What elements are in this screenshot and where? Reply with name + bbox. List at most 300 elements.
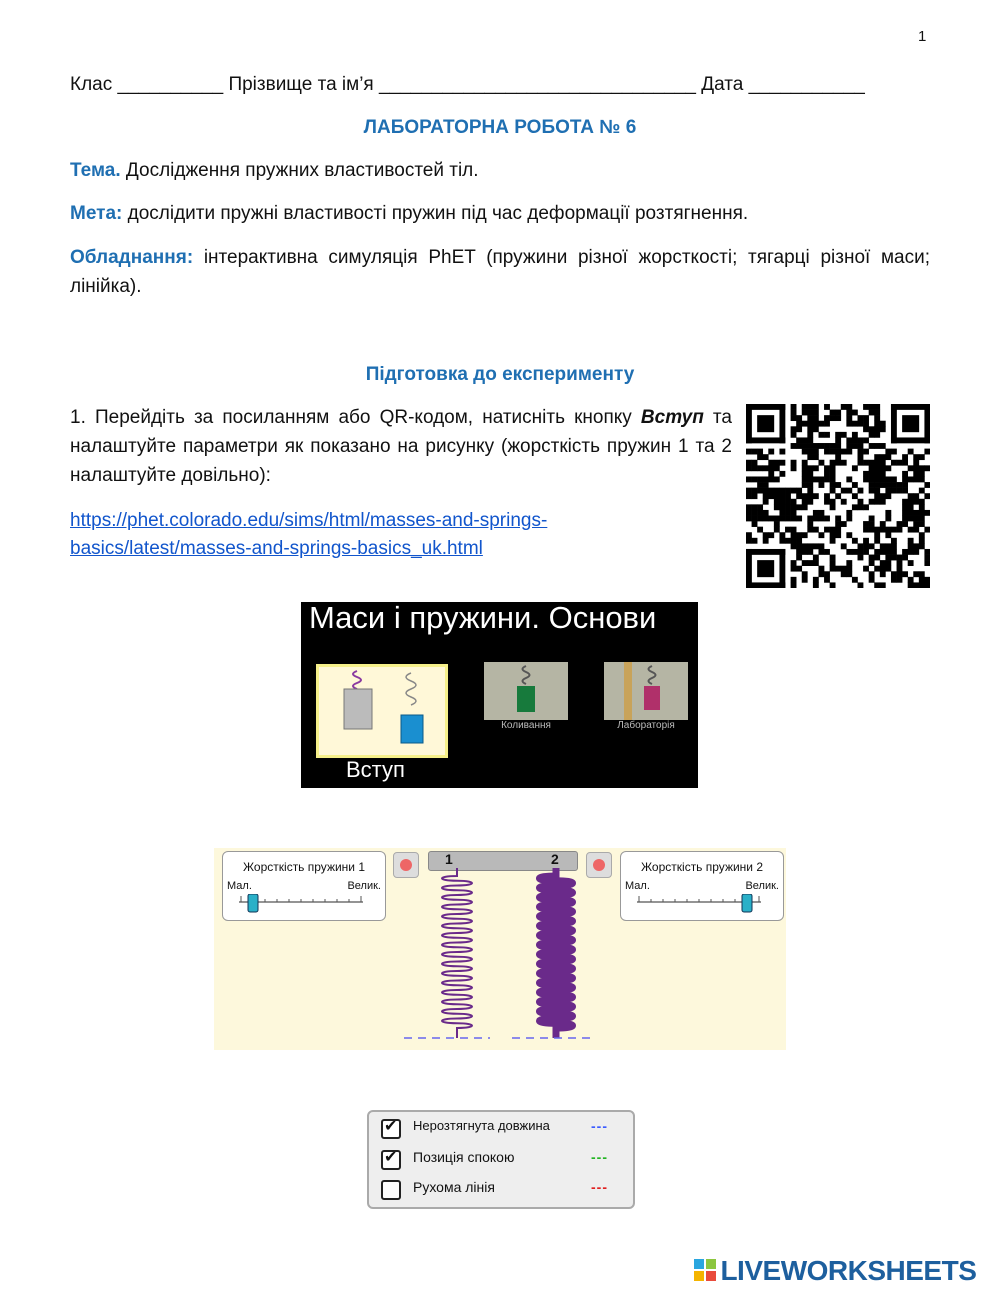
qr-module bbox=[768, 493, 774, 499]
qr-module bbox=[835, 521, 841, 527]
qr-module bbox=[891, 549, 897, 555]
qr-module bbox=[874, 454, 880, 460]
qr-module bbox=[924, 527, 930, 533]
qr-module bbox=[807, 527, 813, 533]
qr-module bbox=[841, 404, 847, 410]
qr-module bbox=[913, 582, 919, 588]
qr-module bbox=[858, 504, 864, 510]
qr-module bbox=[813, 443, 819, 449]
qr-module bbox=[908, 582, 914, 588]
qr-module bbox=[891, 460, 897, 466]
qr-module bbox=[802, 532, 808, 538]
qr-module bbox=[897, 566, 903, 572]
qr-module bbox=[779, 510, 785, 516]
qr-module bbox=[858, 582, 864, 588]
spring-1-slider[interactable] bbox=[237, 894, 367, 916]
qr-module bbox=[785, 493, 791, 499]
qr-module bbox=[869, 410, 875, 416]
qr-module bbox=[880, 460, 886, 466]
qr-module bbox=[880, 426, 886, 432]
qr-module bbox=[880, 549, 886, 555]
qr-module bbox=[752, 476, 758, 482]
qr-module bbox=[791, 499, 797, 505]
qr-module bbox=[818, 510, 824, 516]
qr-module bbox=[869, 460, 875, 466]
qr-module bbox=[779, 488, 785, 494]
qr-module bbox=[802, 471, 808, 477]
spring-2-slider[interactable] bbox=[635, 894, 765, 916]
qr-module bbox=[869, 471, 875, 477]
movable-line-checkbox[interactable] bbox=[381, 1180, 401, 1200]
qr-module bbox=[752, 510, 758, 516]
qr-module bbox=[774, 493, 780, 499]
qr-module bbox=[802, 543, 808, 549]
qr-module bbox=[791, 432, 797, 438]
qr-module bbox=[791, 543, 797, 549]
qr-module bbox=[791, 510, 797, 516]
qr-module bbox=[858, 460, 864, 466]
display-options-panel bbox=[367, 1110, 635, 1209]
qr-module bbox=[802, 476, 808, 482]
qr-module bbox=[807, 471, 813, 477]
qr-module bbox=[863, 476, 869, 482]
page-number: 1 bbox=[918, 28, 927, 45]
qr-module bbox=[869, 577, 875, 583]
spring-1-slider-thumb[interactable] bbox=[248, 894, 258, 912]
qr-module bbox=[908, 538, 914, 544]
qr-module bbox=[885, 476, 891, 482]
qr-module bbox=[757, 527, 763, 533]
qr-module bbox=[791, 560, 797, 566]
qr-module bbox=[924, 482, 930, 488]
qr-module bbox=[913, 493, 919, 499]
page-title: ЛАБОРАТОРНА РОБОТА № 6 bbox=[363, 117, 637, 138]
qr-module bbox=[908, 449, 914, 455]
qr-module bbox=[885, 482, 891, 488]
qr-module bbox=[863, 538, 869, 544]
sim-link-line-1[interactable]: https://phet.colorado.edu/sims/html/masses-and-springs- bbox=[70, 510, 548, 531]
qr-module bbox=[802, 504, 808, 510]
qr-module bbox=[846, 437, 852, 443]
step-1-after: та налаштуйте параметри як показано на рисунку (жорсткість пружин 1 та 2 налаштуйте довільно): bbox=[70, 407, 732, 486]
qr-module bbox=[880, 476, 886, 482]
qr-module bbox=[908, 476, 914, 482]
qr-module bbox=[908, 516, 914, 522]
qr-module bbox=[802, 577, 808, 583]
spring-2[interactable] bbox=[540, 868, 573, 1038]
qr-module bbox=[835, 482, 841, 488]
qr-module bbox=[791, 527, 797, 533]
lab-screen-button[interactable] bbox=[604, 662, 688, 720]
qr-module bbox=[891, 482, 897, 488]
spring-1[interactable] bbox=[442, 868, 472, 1038]
qr-module bbox=[919, 476, 925, 482]
qr-module bbox=[807, 465, 813, 471]
qr-module bbox=[796, 532, 802, 538]
qr-module bbox=[924, 465, 930, 471]
qr-module bbox=[841, 460, 847, 466]
topic-text: Дослідження пружних властивостей тіл. bbox=[120, 160, 479, 181]
qr-module bbox=[885, 532, 891, 538]
qr-module bbox=[768, 532, 774, 538]
qr-module bbox=[919, 454, 925, 460]
qr-module bbox=[858, 421, 864, 427]
qr-module bbox=[880, 521, 886, 527]
movable-line-label: Рухома лінія bbox=[413, 1179, 495, 1195]
qr-module bbox=[807, 443, 813, 449]
qr-module bbox=[802, 410, 808, 416]
qr-module bbox=[902, 521, 908, 527]
qr-module bbox=[891, 555, 897, 561]
qr-module bbox=[919, 510, 925, 516]
qr-module bbox=[791, 488, 797, 494]
qr-module bbox=[919, 488, 925, 494]
qr-module bbox=[913, 510, 919, 516]
qr-module bbox=[880, 499, 886, 505]
movable-line-option[interactable] bbox=[381, 1178, 621, 1200]
qr-code[interactable] bbox=[746, 404, 930, 588]
qr-module bbox=[885, 516, 891, 522]
qr-module bbox=[813, 465, 819, 471]
qr-module bbox=[791, 577, 797, 583]
qr-module bbox=[813, 577, 819, 583]
qr-module bbox=[897, 577, 903, 583]
qr-module bbox=[924, 582, 930, 588]
qr-module bbox=[763, 499, 769, 505]
qr-module bbox=[902, 471, 908, 477]
intro-label: Вступ bbox=[346, 757, 405, 782]
qr-module bbox=[830, 488, 836, 494]
qr-module bbox=[852, 410, 858, 416]
qr-module bbox=[891, 538, 897, 544]
qr-module bbox=[807, 421, 813, 427]
qr-module bbox=[874, 493, 880, 499]
qr-module bbox=[863, 404, 869, 410]
intro-thumbnail-icon bbox=[319, 667, 445, 755]
qr-module bbox=[897, 560, 903, 566]
qr-module bbox=[885, 527, 891, 533]
qr-module bbox=[807, 454, 813, 460]
qr-module bbox=[869, 571, 875, 577]
qr-module bbox=[902, 504, 908, 510]
qr-module bbox=[902, 454, 908, 460]
qr-module bbox=[835, 415, 841, 421]
qr-module bbox=[802, 571, 808, 577]
qr-module bbox=[908, 510, 914, 516]
qr-module bbox=[813, 493, 819, 499]
spring-2-slider-thumb[interactable] bbox=[742, 894, 752, 912]
qr-module bbox=[874, 566, 880, 572]
qr-module bbox=[830, 415, 836, 421]
qr-module bbox=[785, 510, 791, 516]
qr-module bbox=[846, 404, 852, 410]
intro-screen-button[interactable] bbox=[316, 664, 448, 758]
qr-module bbox=[841, 499, 847, 505]
equipment-label: Обладнання: bbox=[70, 247, 194, 268]
qr-module bbox=[813, 516, 819, 522]
qr-module bbox=[807, 426, 813, 432]
brand-logo bbox=[694, 1255, 976, 1285]
qr-module bbox=[807, 549, 813, 555]
qr-module bbox=[852, 482, 858, 488]
qr-module bbox=[796, 488, 802, 494]
qr-module bbox=[924, 577, 930, 583]
qr-module bbox=[841, 571, 847, 577]
vibration-screen-button[interactable] bbox=[484, 662, 568, 720]
spring2-coil bbox=[540, 868, 573, 1038]
qr-module bbox=[880, 582, 886, 588]
qr-module bbox=[802, 449, 808, 455]
qr-module bbox=[858, 499, 864, 505]
qr-module bbox=[796, 549, 802, 555]
qr-module bbox=[813, 543, 819, 549]
qr-module bbox=[919, 582, 925, 588]
spring-2-label: 2 bbox=[551, 851, 559, 867]
qr-module bbox=[846, 549, 852, 555]
topic bbox=[70, 156, 930, 185]
qr-module bbox=[802, 460, 808, 466]
qr-module bbox=[802, 560, 808, 566]
qr-module bbox=[902, 516, 908, 522]
qr-module bbox=[746, 532, 752, 538]
qr-module bbox=[880, 543, 886, 549]
qr-module bbox=[908, 527, 914, 533]
qr-module bbox=[774, 460, 780, 466]
qr-module bbox=[774, 516, 780, 522]
goal-label: Мета: bbox=[70, 203, 123, 224]
sim-intro-title: Маси і пружини. Основи bbox=[309, 602, 657, 635]
qr-module bbox=[880, 471, 886, 477]
qr-module bbox=[796, 543, 802, 549]
qr-module bbox=[768, 476, 774, 482]
qr-module bbox=[763, 465, 769, 471]
qr-module bbox=[746, 582, 785, 588]
qr-module bbox=[869, 426, 875, 432]
qr-module bbox=[830, 532, 836, 538]
qr-module bbox=[863, 504, 869, 510]
qr-module bbox=[924, 404, 930, 443]
qr-module bbox=[757, 516, 763, 522]
spring1-coil bbox=[442, 868, 472, 1038]
qr-module bbox=[779, 504, 785, 510]
qr-module bbox=[807, 560, 813, 566]
qr-module bbox=[874, 426, 880, 432]
qr-module bbox=[902, 476, 908, 482]
qr-module bbox=[869, 404, 875, 410]
equilibrium-checkbox[interactable] bbox=[381, 1150, 401, 1170]
qr-module bbox=[908, 504, 914, 510]
qr-module bbox=[858, 488, 864, 494]
qr-module bbox=[846, 566, 852, 572]
qr-module bbox=[891, 488, 897, 494]
qr-module bbox=[880, 421, 886, 427]
qr-module bbox=[824, 443, 830, 449]
qr-module bbox=[858, 543, 864, 549]
qr-module bbox=[869, 465, 875, 471]
spring-2-max-label: Велик. bbox=[745, 880, 779, 892]
qr-module bbox=[891, 527, 897, 533]
qr-module bbox=[746, 488, 752, 494]
spring-1-min-label: Мал. bbox=[227, 880, 252, 892]
qr-module bbox=[897, 521, 903, 527]
qr-module bbox=[863, 426, 869, 432]
qr-module bbox=[897, 482, 903, 488]
qr-module bbox=[874, 538, 880, 544]
qr-module bbox=[791, 538, 797, 544]
qr-module bbox=[902, 571, 908, 577]
spring-2-stiffness-title: Жорсткість пружини 2 bbox=[640, 860, 764, 874]
qr-module bbox=[902, 549, 908, 555]
qr-module bbox=[869, 555, 875, 561]
natural-length-option[interactable] bbox=[381, 1117, 621, 1139]
qr-module bbox=[813, 560, 819, 566]
topic-label: Тема. bbox=[70, 160, 121, 181]
qr-module bbox=[908, 543, 914, 549]
qr-module bbox=[913, 549, 919, 555]
qr-module bbox=[796, 437, 802, 443]
qr-module bbox=[791, 404, 797, 410]
qr-module bbox=[752, 521, 758, 527]
qr-module bbox=[830, 482, 836, 488]
qr-module bbox=[874, 549, 880, 555]
qr-module bbox=[846, 532, 852, 538]
qr-module bbox=[913, 527, 919, 533]
qr-module bbox=[768, 516, 774, 522]
qr-module bbox=[902, 510, 908, 516]
qr-module bbox=[813, 415, 819, 421]
qr-module bbox=[919, 538, 925, 544]
qr-module bbox=[874, 482, 880, 488]
qr-module bbox=[880, 566, 886, 572]
qr-module bbox=[774, 521, 780, 527]
qr-module bbox=[757, 482, 763, 488]
qr-module bbox=[830, 410, 836, 416]
qr-module bbox=[763, 493, 769, 499]
qr-module bbox=[824, 493, 830, 499]
qr-module bbox=[824, 516, 830, 522]
qr-module bbox=[852, 504, 858, 510]
qr-module bbox=[919, 471, 925, 477]
qr-module bbox=[746, 404, 785, 410]
qr-module bbox=[863, 460, 869, 466]
qr-module bbox=[852, 432, 858, 438]
qr-module bbox=[858, 443, 864, 449]
qr-module bbox=[807, 499, 813, 505]
sim-link[interactable] bbox=[70, 507, 547, 563]
qr-module bbox=[835, 437, 841, 443]
qr-module bbox=[802, 437, 808, 443]
brand-logo-icon bbox=[694, 1259, 716, 1283]
qr-module bbox=[885, 510, 891, 516]
qr-module bbox=[919, 465, 925, 471]
qr-module bbox=[846, 560, 852, 566]
qr-module bbox=[763, 454, 769, 460]
qr-module bbox=[885, 465, 891, 471]
qr-module bbox=[746, 549, 752, 588]
movable-line-icon: --- bbox=[591, 1179, 608, 1195]
qr-module bbox=[779, 516, 785, 522]
qr-module bbox=[830, 566, 836, 572]
qr-module bbox=[796, 516, 802, 522]
qr-module bbox=[813, 527, 819, 533]
qr-module bbox=[852, 538, 858, 544]
qr-module bbox=[913, 521, 919, 527]
qr-module bbox=[924, 555, 930, 561]
qr-module bbox=[908, 493, 914, 499]
spring-2-stiffness-control bbox=[620, 851, 784, 921]
natural-length-checkbox[interactable] bbox=[381, 1119, 401, 1139]
qr-module bbox=[858, 415, 864, 421]
qr-module bbox=[863, 415, 869, 421]
qr-module bbox=[807, 476, 813, 482]
qr-module bbox=[880, 482, 886, 488]
qr-module bbox=[830, 465, 836, 471]
qr-module bbox=[874, 460, 880, 466]
equilibrium-option[interactable] bbox=[381, 1148, 621, 1170]
qr-module bbox=[874, 421, 880, 427]
lab-thumbnail-icon bbox=[604, 662, 688, 720]
qr-module bbox=[902, 555, 908, 561]
qr-module bbox=[802, 443, 808, 449]
qr-module bbox=[774, 476, 780, 482]
qr-module bbox=[902, 499, 908, 505]
qr-module bbox=[779, 404, 785, 443]
qr-module bbox=[919, 532, 925, 538]
qr-module bbox=[746, 516, 752, 522]
qr-module bbox=[818, 516, 824, 522]
qr-module bbox=[813, 426, 819, 432]
springs-panel bbox=[214, 848, 786, 1050]
qr-module bbox=[874, 488, 880, 494]
qr-module bbox=[807, 543, 813, 549]
qr-module bbox=[841, 488, 847, 494]
qr-module bbox=[841, 432, 847, 438]
qr-module bbox=[818, 566, 824, 572]
qr-module bbox=[818, 549, 824, 555]
qr-module bbox=[874, 415, 880, 421]
qr-module bbox=[813, 582, 819, 588]
qr-module bbox=[807, 516, 813, 522]
qr-module bbox=[858, 555, 864, 561]
qr-module bbox=[763, 488, 769, 494]
qr-module bbox=[779, 549, 785, 588]
qr-module bbox=[746, 510, 752, 516]
qr-module bbox=[885, 454, 891, 460]
qr-module bbox=[846, 488, 852, 494]
qr-module bbox=[824, 549, 830, 555]
qr-module bbox=[863, 566, 869, 572]
qr-module bbox=[835, 454, 841, 460]
qr-module bbox=[824, 577, 830, 583]
qr-module bbox=[874, 410, 880, 416]
qr-module bbox=[858, 437, 864, 443]
qr-module bbox=[863, 521, 869, 527]
qr-module bbox=[824, 404, 830, 410]
qr-module bbox=[796, 415, 802, 421]
qr-module bbox=[919, 504, 925, 510]
sim-link-line-2[interactable]: basics/latest/masses-and-springs-basics_uk.html bbox=[70, 538, 483, 559]
qr-module bbox=[807, 410, 813, 416]
qr-module bbox=[796, 426, 802, 432]
qr-module bbox=[791, 504, 797, 510]
qr-module bbox=[919, 577, 925, 583]
qr-module bbox=[830, 471, 836, 477]
qr-module bbox=[891, 476, 897, 482]
qr-module bbox=[752, 538, 758, 544]
qr-module bbox=[919, 543, 925, 549]
qr-module bbox=[796, 504, 802, 510]
qr-module bbox=[757, 560, 774, 577]
